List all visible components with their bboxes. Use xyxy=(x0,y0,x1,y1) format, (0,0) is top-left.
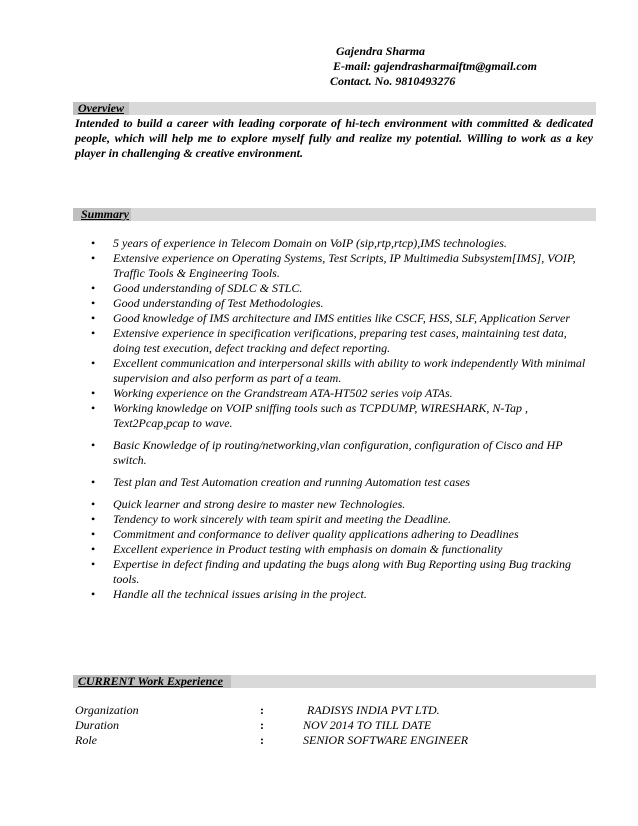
bullet-icon: • xyxy=(91,236,96,250)
experience-details xyxy=(75,703,595,748)
list-item: • Extensive experience in specification verifications, preparing test cases, maintaining test data, doing test execution, defect tracking and defect reporting. xyxy=(91,326,567,355)
experience-row-organization: Organization : RADISYS INDIA PVT LTD. xyxy=(75,703,440,717)
overview-text: Intended to build a career with leading corporate of hi-tech environment with committed & dedicated people, which will help me to explore myself fully and realize my potential. Willing to work as a key player in challenging & creative environment. xyxy=(75,116,593,160)
list-item: • Excellent experience in Product testing with emphasis on domain & functionality xyxy=(91,542,503,556)
list-item: • Handle all the technical issues arising in the project. xyxy=(91,587,367,601)
bullet-icon: • xyxy=(91,527,96,541)
list-item: • 5 years of experience in Telecom Domain on VoIP (sip,rtp,rtcp),IMS technologies. xyxy=(91,236,507,250)
bullet-icon: • xyxy=(91,438,96,452)
summary-list xyxy=(88,236,596,602)
bullet-icon: • xyxy=(91,356,96,370)
current-work-heading: CURRENT Work Experience xyxy=(78,674,223,688)
contact-line: Contact. No. 9810493276 xyxy=(330,74,456,88)
email-line: E-mail: gajendrasharmaiftm@gmail.com xyxy=(333,59,537,73)
list-item: • Expertise in defect finding and updating the bugs along with Bug Reporting using Bug tracking tools. xyxy=(91,557,571,586)
list-item: • Commitment and conformance to deliver quality applications adhering to Deadlines xyxy=(91,527,519,541)
list-item: • Quick learner and strong desire to master new Technologies. xyxy=(91,497,406,511)
bullet-icon: • xyxy=(91,587,96,601)
list-item: • Good understanding of SDLC & STLC. xyxy=(91,281,303,295)
candidate-name: Gajendra Sharma xyxy=(336,44,426,58)
list-item: • Good understanding of Test Methodologies. xyxy=(91,296,324,310)
overview-section-bar xyxy=(73,102,596,115)
summary-heading: Summary xyxy=(81,207,130,221)
list-item: • Tendency to work sincerely with team spirit and meeting the Deadline. xyxy=(91,512,452,526)
bullet-icon: • xyxy=(91,251,96,265)
bullet-icon: • xyxy=(91,311,96,325)
summary-section-bar xyxy=(73,208,596,221)
experience-row-role: Role : SENIOR SOFTWARE ENGINEER xyxy=(75,733,469,747)
overview-heading: Overview xyxy=(78,101,124,115)
list-item: • Test plan and Test Automation creation and running Automation test cases xyxy=(91,475,470,489)
bullet-icon: • xyxy=(91,401,96,415)
list-item: • Good knowledge of IMS architecture and IMS entities like CSCF, HSS, SLF, Application Server xyxy=(91,311,571,325)
list-item: • Excellent communication and interpersonal skills with ability to work independently With minimal supervision and also perform as part of a team. xyxy=(91,356,586,385)
current-work-section-bar xyxy=(73,675,596,688)
list-item: • Extensive experience on Operating Systems, Test Scripts, IP Multimedia Subsystem[IMS], VOIP, Traffic Tools & Engineering Tools. xyxy=(91,251,576,280)
list-item: • Working knowledge on VOIP sniffing tools such as TCPDUMP, WIRESHARK, N-Tap , Text2Pcap,pcap to wave. xyxy=(91,401,528,430)
bullet-icon: • xyxy=(91,557,96,571)
list-item: • Working experience on the Grandstream ATA-HT502 series voip ATAs. xyxy=(91,386,453,400)
experience-row-duration: Duration : NOV 2014 TO TILL DATE xyxy=(75,718,432,732)
bullet-icon: • xyxy=(91,475,96,489)
bullet-icon: • xyxy=(91,542,96,556)
bullet-icon: • xyxy=(91,326,96,340)
bullet-icon: • xyxy=(91,512,96,526)
bullet-icon: • xyxy=(91,296,96,310)
bullet-icon: • xyxy=(91,497,96,511)
bullet-icon: • xyxy=(91,281,96,295)
bullet-icon: • xyxy=(91,386,96,400)
resume-header xyxy=(330,44,537,89)
list-item: • Basic Knowledge of ip routing/networking,vlan configuration, configuration of Cisco and HP switch. xyxy=(91,438,563,467)
